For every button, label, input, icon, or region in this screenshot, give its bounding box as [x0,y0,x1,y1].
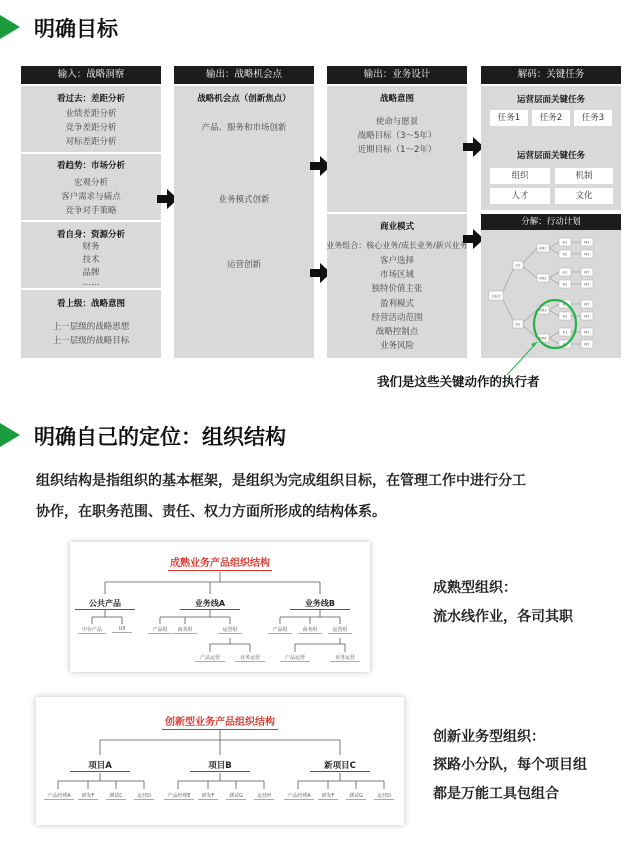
section-title: 明确自己的定位：组织结构 [34,425,286,449]
mature-org-chart [70,542,370,672]
task-box: 机制 [555,168,613,184]
block-title: 商业模式 [379,222,414,232]
plan-node: M2 [584,282,590,287]
block-item: 运营创新 [226,260,261,270]
org-node-l1: 新项目C [310,759,370,772]
plan-node: A2 [562,342,568,347]
org-node-l1: 公共产品 [75,598,135,610]
plan-node: M1 [584,240,590,245]
plan-node: A2 [562,252,568,257]
block-title: 看趋势：市场分析 [56,161,125,171]
org-node-l2: 产品组 [148,626,172,634]
plan-node: M1 [584,302,590,307]
org-node-l2: 测试C [106,792,126,800]
plan-node: A1 [562,240,568,245]
column-header-key-tasks: 解码：关键任务 [481,66,621,84]
block-item: 品牌 [82,268,100,278]
block-title: 运营层面关键任务 [516,151,585,161]
block-item: 技术 [82,255,100,265]
block-item: 上一层级的战略目标 [52,336,130,346]
task-box: 任务3 [574,110,612,126]
org-node-l2: 运营组 [328,626,352,634]
org-node-l2: UX [112,626,132,633]
plan-node: O2 [515,322,521,327]
block-item: 业务风险 [379,341,414,351]
org-node-l2: 运营D [374,792,394,800]
task-box: 组织 [490,168,550,184]
column-header-opportunity: 输出：战略机会点 [174,66,314,84]
block-item: …… [82,278,100,288]
org-node-l1: 业务线B [290,598,350,610]
innov-desc-line: 都是万能工具包组合 [433,786,559,802]
section-marker-icon [0,15,20,39]
plan-node: 目标Y [491,294,501,299]
block-item: 对标差距分析 [65,137,117,147]
org-node-l2: 商务组 [298,626,322,634]
org-node-l2: 运营H [254,792,274,800]
task-box: 文化 [555,188,613,204]
caption: 我们是这些关键动作的执行者 [377,374,540,389]
chart-title: 创新型业务产品组织结构 [165,717,275,728]
section-marker-icon [0,423,20,447]
org-node-l1: 业务线A [180,598,240,610]
plan-node: A2 [562,314,568,319]
block-item: 客户选择 [379,256,414,266]
plan-node: A1 [562,302,568,307]
plan-node: M2 [584,252,590,257]
plan-node: KR2 [539,276,547,281]
plan-node: M1 [584,330,590,335]
org-node-l2: 研发F [78,792,98,800]
plan-node: KR3 [539,308,547,313]
action-plan-header: 分解：行动计划 [481,214,621,230]
org-node-l3: 产品运营 [280,654,310,662]
block-title: 运营层面关键任务 [516,95,585,105]
org-node-l1: 项目A [70,759,130,772]
block-item: 宏观分析 [73,178,108,188]
block-item: 上一层级的战略思想 [52,322,130,332]
plan-node: M2 [584,314,590,319]
block-item: 竞争对手策略 [65,206,117,216]
org-node-l2: 运营组 [218,626,242,634]
plan-node: A1 [562,270,568,275]
org-node-l2: 研发F [198,792,218,800]
org-node-l2: 测试G [226,792,246,800]
column-header-business-design: 输出：业务设计 [327,66,467,84]
block-title: 战略机会点（创新焦点） [197,94,291,104]
action-plan-tree [481,230,621,358]
plan-node: O1 [515,263,521,268]
block-item: 独特价值主张 [371,284,423,294]
block-title: 看自身：资源分析 [56,230,125,240]
block-item: 使命与愿景 [375,117,419,127]
task-box: 任务2 [532,110,570,126]
section-title: 明确目标 [34,17,118,41]
org-node-l3: 业务运营 [330,654,360,662]
org-node-l1: 项目B [190,759,250,772]
mature-desc-line: 成熟型组织： [433,580,517,596]
plan-node: KR4 [539,336,547,341]
block-item: 经营活动范围 [371,313,423,323]
innovative-org-chart [36,697,404,825]
paragraph-line: 组织结构是指组织的基本框架，是组织为完成组织目标，在管理工作中进行分工 [36,473,526,489]
block-item: 产品、服务和市场创新 [201,123,287,133]
plan-node: A2 [562,282,568,287]
block-item: 财务 [82,242,100,252]
block-item: 战略目标（3～5年） [357,131,437,141]
block-item: 业务组合：核心业务/成长业务/新兴业务 [326,241,468,250]
innov-desc-line: 创新业务型组织： [433,729,545,745]
block-item: 市场区域 [379,270,414,280]
org-node-l2: 运营D [134,792,154,800]
block-item: 战略控制点 [375,327,419,337]
task-box: 人才 [490,188,550,204]
org-node-l2: 产品经理E [164,792,194,800]
innov-desc-line: 探路小分队，每个项目组 [433,757,587,773]
block-item: 竞争差距分析 [65,123,117,133]
block-title: 看过去：差距分析 [56,94,125,104]
block-title: 战略意图 [379,94,414,104]
org-node-l3: 产品运营 [195,654,225,662]
block-item: 近期目标（1～2年） [357,145,437,155]
paragraph-line: 协作，在职务范围、责任、权力方面所形成的结构体系。 [36,504,386,520]
plan-node: M1 [584,270,590,275]
block-item: 盈利模式 [379,299,414,309]
plan-node: A1 [562,330,568,335]
org-node-l2: 研发F [318,792,338,800]
org-node-l2: 测试G [346,792,366,800]
task-box: 任务1 [490,110,528,126]
org-node-l2: 产品经理A [44,792,74,800]
column-header-input: 输入：战略洞察 [21,66,161,84]
org-node-l2: 中台产品 [78,626,106,634]
block-title: 看上级：战略意图 [56,299,125,309]
org-node-l2: 产品组 [268,626,292,634]
mature-desc-line: 流水线作业，各司其职 [433,609,573,625]
org-node-l2: 商务组 [173,626,197,634]
org-node-l3: 业务运营 [235,654,265,662]
block-item: 客户需求与痛点 [61,192,121,202]
block-item: 业务模式创新 [218,195,270,205]
block-item: 业绩差距分析 [65,109,117,119]
org-node-l2: 产品经理A [284,792,314,800]
plan-node: M2 [584,342,590,347]
plan-node: KR1 [539,246,547,251]
chart-title: 成熟业务产品组织结构 [170,558,270,569]
